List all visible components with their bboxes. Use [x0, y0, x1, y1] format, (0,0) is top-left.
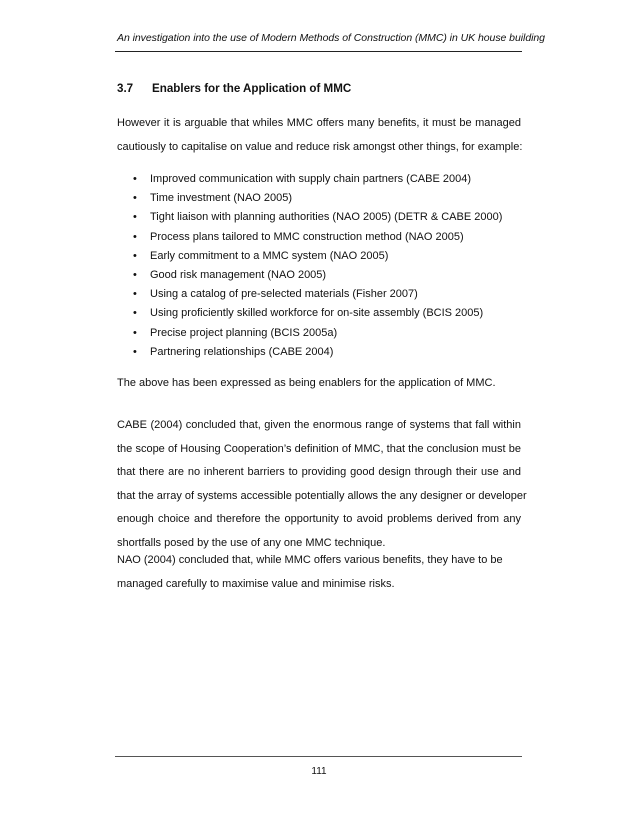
section-number: 3.7 [117, 82, 134, 95]
cabe-line: enough choice and therefore the opportunity to avoid problems derived from any [117, 513, 521, 525]
list-item [133, 189, 523, 208]
cabe-line: shortfalls posed by the use of any one MMC technique. [117, 536, 386, 549]
list-item [133, 170, 523, 189]
list-item [133, 343, 523, 362]
bullet-icon: • [133, 249, 137, 262]
cabe-line: the scope of Housing Cooperation’s definition of MMC, that the conclusion must be [117, 442, 521, 455]
intro-line: However it is arguable that whiles MMC offers many benefits, it must be managed [117, 117, 521, 129]
enablers-list [133, 170, 523, 362]
bullet-icon: • [133, 288, 137, 301]
cabe-line: that there are no inherent barriers to providing good design through their use and [117, 466, 521, 478]
list-item-text: Time investment (NAO 2005) [150, 192, 293, 205]
bullet-icon: • [133, 173, 137, 185]
bullet-icon: • [133, 345, 137, 358]
list-item [133, 208, 523, 227]
bullet-icon: • [133, 211, 137, 224]
bullet-icon: • [133, 192, 137, 205]
list-item [133, 304, 523, 323]
section-heading [117, 82, 351, 95]
list-item-text: Early commitment to a MMC system (NAO 2005) [150, 249, 389, 262]
list-item-text: Tight liaison with planning authorities (NAO 2005) (DETR & CABE 2000) [150, 211, 503, 224]
nao-paragraph [117, 549, 521, 596]
cabe-line: CABE (2004) concluded that, given the enormous range of systems that fall within [117, 419, 521, 431]
list-item-text: Good risk management (NAO 2005) [150, 268, 327, 281]
page-number: 111 [311, 766, 327, 777]
list-item-text: Precise project planning (BCIS 2005a) [150, 326, 338, 339]
bullet-icon: • [133, 268, 137, 281]
list-item [133, 266, 523, 285]
bullet-icon: • [133, 230, 137, 243]
list-item-text: Improved communication with supply chain partners (CABE 2004) [150, 173, 471, 185]
list-item-text: Using a catalog of pre-selected materials (Fisher 2007) [150, 288, 418, 301]
running-header: An investigation into the use of Modern Methods of Construction (MMC) in UK house building [117, 32, 545, 44]
list-item [133, 247, 523, 266]
list-item-text: Using proficiently skilled workforce for on-site assembly (BCIS 2005) [150, 307, 484, 320]
footer-rule [115, 756, 522, 757]
list-item-text: Partnering relationships (CABE 2004) [150, 345, 334, 358]
list-item-text: Process plans tailored to MMC construction method (NAO 2005) [150, 230, 464, 243]
cabe-line: that the array of systems accessible potentially allows the any designer or developer [117, 489, 527, 502]
bullet-icon: • [133, 326, 137, 339]
list-item [133, 324, 523, 343]
nao-line: NAO (2004) concluded that, while MMC offers various benefits, they have to be [117, 554, 503, 566]
list-item [133, 228, 523, 247]
summary-paragraph [117, 372, 521, 396]
header-rule [115, 51, 522, 52]
intro-paragraph [117, 112, 521, 159]
list-item [133, 285, 523, 304]
summary-line: The above has been expressed as being enablers for the application of MMC. [117, 377, 496, 389]
bullet-icon: • [133, 307, 137, 320]
cabe-paragraph [117, 414, 527, 555]
intro-line: cautiously to capitalise on value and reduce risk amongst other things, for example: [117, 140, 523, 153]
section-title: Enablers for the Application of MMC [152, 82, 352, 95]
nao-line: managed carefully to maximise value and minimise risks. [117, 577, 395, 590]
